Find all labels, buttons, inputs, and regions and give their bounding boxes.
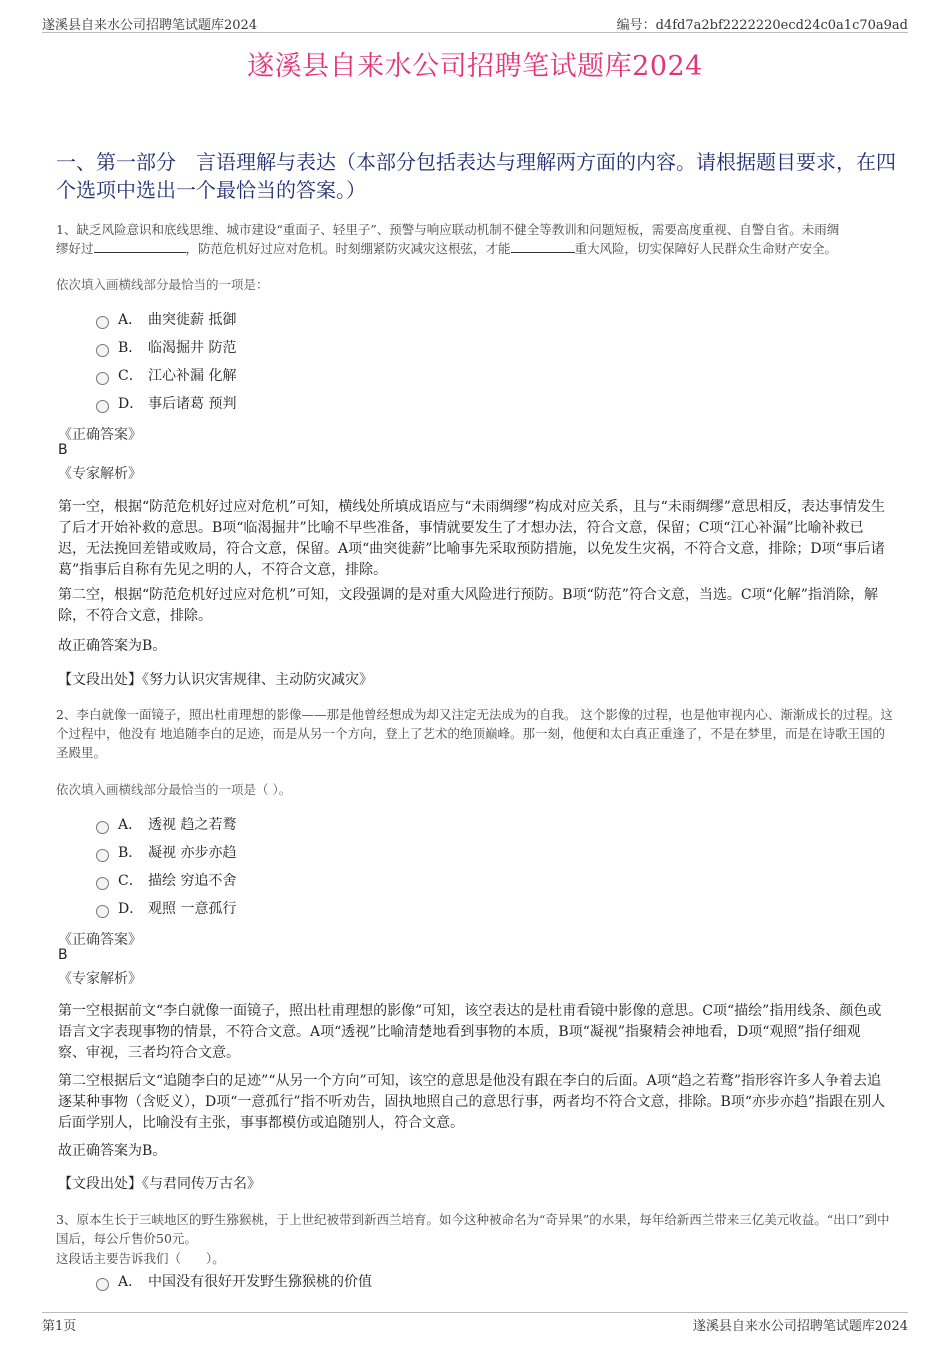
q1-option-d[interactable]: D． 事后诸葛 预判 xyxy=(96,393,236,413)
q2-analysis-paragraph-1: 第一空根据前文“李白就像一面镜子，照出杜甫理想的影像”可知，该空表达的是杜甫看镜中影像的意思。C项“描绘”指用线条、颜色或语言文字表现事物的情景，不符合文意。A项“透视”比喻清楚地看到事物的本质，B项“凝视”指聚精会神地看，D项“观照”指仔细观察、审视，三者均符合文意。 xyxy=(58,1003,882,1061)
q1-option-b[interactable]: B． 临渴掘井 防范 xyxy=(96,337,236,357)
q3-option-a[interactable]: A． 中国没有很好开发野生猕猴桃的价值 xyxy=(96,1271,372,1291)
section-title: 一、第一部分 言语理解与表达（本部分包括表达与理解两方面的内容。请根据题目要求，在四个选项中选出一个最恰当的答案。） xyxy=(56,150,896,202)
q3-stem: 3、原本生长于三峡地区的野生猕猴桃，于上世纪被带到新西兰培育。如今这种被命名为“奇异果”的水果，每年给新西兰带来三亿美元收益。“出口”到中国后，每公斤售价50元。 xyxy=(56,1212,890,1246)
q1-analysis-label: 《专家解析》 xyxy=(58,466,142,482)
page-header xyxy=(42,0,908,33)
q1-analysis-paragraph-1: 第一空，根据“防范危机好过应对危机”可知，横线处所填成语应与“未雨绸缪”构成对应关系，且与“未雨绸缪”意思相反，表达事情发生了后才开始补救的意思。B项“临渴掘井”比喻不早些准备，事情就要发生了才想办法，符合文意，保留；C项“江心补漏”比喻补救已迟，无法挽回差错或败局，符合文意，保留。A项“曲突徙薪”比喻事先采取预防措施，以免发生灾祸，不符合文意，排除；D项“事后诸葛”指事后自称有先见之明的人，不符合文意，排除。 xyxy=(58,499,885,578)
q1-answer-value: B xyxy=(58,442,68,458)
q2-stem: 2、李白就像一面镜子，照出杜甫理想的影像——那是他曾经想成为却又注定无法成为的自我。 这个影像的过程，也是他审视内心、渐渐成长的过程。这个过程中，他没有 地追随李白的足迹，而是从另一个方向，登上了艺术的绝顶巅峰。那一刻，他便和太白真正重逢了，不是在梦里，而是在诗歌王国的圣殿里。 xyxy=(56,707,893,760)
q1-analysis-paragraph-2: 第二空，根据“防范危机好过应对危机”可知，文段强调的是对重大风险进行预防。B项“防范”符合文意，当选。C项“化解”指消除，解除，不符合文意，排除。 xyxy=(58,587,878,624)
document-title: 遂溪县自来水公司招聘笔试题库2024 xyxy=(247,51,703,82)
q2-option-a[interactable]: A． 透视 趋之若鹜 xyxy=(96,814,236,834)
q3-prompt: 这段话主要告诉我们（ ）。 xyxy=(56,1251,225,1266)
q2-answer-label: 《正确答案》 xyxy=(58,932,142,948)
q2-option-b[interactable]: B． 凝视 亦步亦趋 xyxy=(96,842,236,862)
q1-source: 【文段出处】《努力认识灾害规律、主动防灾减灾》 xyxy=(58,672,373,688)
q1-conclusion: 故正确答案为B。 xyxy=(58,638,167,654)
header-doc-id: 编号：d4fd7a2bf2222220ecd24c0a1c70a9ad xyxy=(616,18,908,33)
radio-icon[interactable] xyxy=(96,905,109,918)
q2-answer-value: B xyxy=(58,947,68,963)
header-doc-title: 遂溪县自来水公司招聘笔试题库2024 xyxy=(42,18,258,33)
radio-icon[interactable] xyxy=(96,821,109,834)
radio-icon[interactable] xyxy=(96,877,109,890)
q1-stem xyxy=(56,220,894,258)
q2-analysis-label: 《专家解析》 xyxy=(58,971,142,987)
q1-option-a[interactable]: A． 曲突徙薪 抵御 xyxy=(96,309,236,329)
q2-option-d[interactable]: D． 观照 一意孤行 xyxy=(96,898,236,918)
q1-blank-2 xyxy=(511,240,575,253)
q1-answer-label: 《正确答案》 xyxy=(58,427,142,443)
q2-prompt: 依次填入画横线部分最恰当的一项是（ ）。 xyxy=(56,782,292,797)
footer-doc-title: 遂溪县自来水公司招聘笔试题库2024 xyxy=(692,1319,908,1334)
radio-icon[interactable] xyxy=(96,1278,109,1291)
q1-prompt: 依次填入画横线部分最恰当的一项是： xyxy=(56,277,269,292)
q1-blank-1 xyxy=(94,240,186,253)
q1-option-c[interactable]: C． 江心补漏 化解 xyxy=(96,365,236,385)
q1-stem-line1: 1、缺乏风险意识和底线思维、城市建设“重面子、轻里子”、预警与响应联动机制不健全等教训和问题短板，需要高度重视、自警自省。未雨绸 xyxy=(56,222,840,237)
radio-icon[interactable] xyxy=(96,372,109,385)
radio-icon[interactable] xyxy=(96,316,109,329)
radio-icon[interactable] xyxy=(96,849,109,862)
page-number: 第1页 xyxy=(42,1319,77,1334)
radio-icon[interactable] xyxy=(96,400,109,413)
q1-stem-line2: 缪好过 ，防范危机好过应对危机。时刻绷紧防灾减灾这根弦，才能 重大风险，切实保障好人民群众生命财产安全。 xyxy=(56,241,838,256)
q2-option-c[interactable]: C． 描绘 穷追不舍 xyxy=(96,870,236,890)
page-footer xyxy=(42,1312,908,1343)
q2-source: 【文段出处】《与君同传万古名》 xyxy=(58,1176,261,1192)
radio-icon[interactable] xyxy=(96,344,109,357)
q2-conclusion: 故正确答案为B。 xyxy=(58,1143,167,1159)
q2-analysis-paragraph-2: 第二空根据后文“追随李白的足迹”“从另一个方向”可知，该空的意思是他没有跟在李白的后面。A项“趋之若鹜”指形容许多人争着去追逐某种事物（含贬义），D项“一意孤行”指不听劝告，固执地照自己的意思行事，两者均不符合文意，排除。B项“亦步亦趋”指跟在别人后面学别人，比喻没有主张，事事都模仿或追随别人，符合文意。 xyxy=(58,1073,886,1131)
